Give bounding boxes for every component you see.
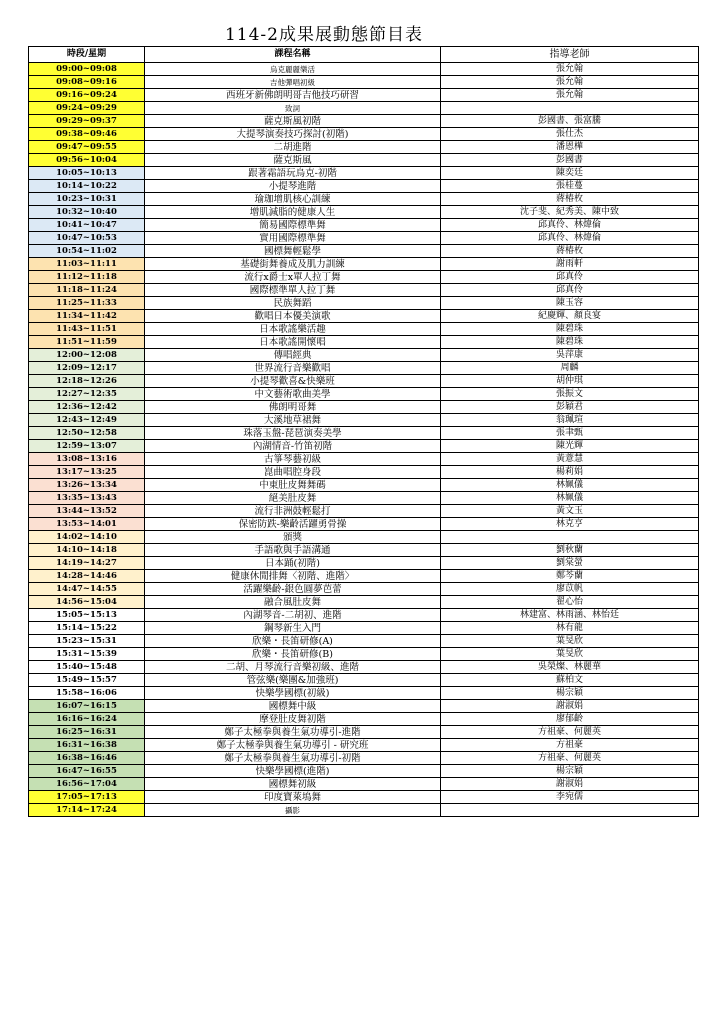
course-name-cell: 摩登肚皮舞初階 <box>145 713 441 726</box>
time-slot-cell: 16:07~16:15 <box>29 700 145 713</box>
teacher-cell: 張仕杰 <box>441 128 699 141</box>
teacher-cell: 紀慶輝、顏良宴 <box>441 310 699 323</box>
table-row <box>29 232 699 245</box>
course-name-cell: 中文藝術歌曲美學 <box>145 388 441 401</box>
time-slot-cell: 11:18~11:24 <box>29 284 145 297</box>
table-row <box>29 167 699 180</box>
table-row <box>29 310 699 323</box>
table-row <box>29 375 699 388</box>
course-name-cell: 大提琴演奏技巧探討(初階) <box>145 128 441 141</box>
table-row <box>29 180 699 193</box>
course-name-cell: 瑜珈增肌核心訓練 <box>145 193 441 206</box>
course-name-cell: 鄭子太極拳與養生氣功導引 - 研究班 <box>145 739 441 752</box>
time-slot-cell: 16:16~16:24 <box>29 713 145 726</box>
course-name-cell: 珠落玉盤-琵琶演奏美學 <box>145 427 441 440</box>
table-row <box>29 336 699 349</box>
table-row <box>29 271 699 284</box>
table-row <box>29 752 699 765</box>
table-row <box>29 778 699 791</box>
teacher-cell: 翟心怡 <box>441 596 699 609</box>
course-name-cell: 跟著霜語玩烏克-初階 <box>145 167 441 180</box>
teacher-cell: 邱真伶 <box>441 271 699 284</box>
teacher-cell: 方祖豪、何麗英 <box>441 752 699 765</box>
teacher-cell: 楊宗穎 <box>441 687 699 700</box>
time-slot-cell: 09:38~09:46 <box>29 128 145 141</box>
time-slot-cell: 09:29~09:37 <box>29 115 145 128</box>
course-name-cell: 流行非洲鼓輕鬆打 <box>145 505 441 518</box>
table-row <box>29 661 699 674</box>
time-slot-cell: 11:03~11:11 <box>29 258 145 271</box>
table-row <box>29 687 699 700</box>
course-name-cell: 中東肚皮舞舞碼 <box>145 479 441 492</box>
table-row <box>29 89 699 102</box>
time-slot-cell: 14:10~14:18 <box>29 544 145 557</box>
teacher-cell: 陳光輝 <box>441 440 699 453</box>
teacher-cell: 林有龍 <box>441 622 699 635</box>
course-name-cell: 流行x爵士x單人拉丁舞 <box>145 271 441 284</box>
teacher-cell: 吳榮燦、林麗華 <box>441 661 699 674</box>
time-slot-cell: 16:56~17:04 <box>29 778 145 791</box>
teacher-cell: 彭穎君 <box>441 401 699 414</box>
course-name-cell: 鋼琴新生入門 <box>145 622 441 635</box>
time-slot-cell: 16:25~16:31 <box>29 726 145 739</box>
course-name-cell: 絕美肚皮舞 <box>145 492 441 505</box>
table-row <box>29 154 699 167</box>
table-row <box>29 505 699 518</box>
teacher-cell <box>441 102 699 115</box>
table-row <box>29 206 699 219</box>
schedule-header <box>29 47 699 63</box>
table-row <box>29 531 699 544</box>
teacher-cell: 張允翰 <box>441 63 699 76</box>
time-slot-cell: 16:38~16:46 <box>29 752 145 765</box>
teacher-cell: 楊宗穎 <box>441 765 699 778</box>
time-slot-cell: 12:59~13:07 <box>29 440 145 453</box>
teacher-cell: 陳碧珠 <box>441 336 699 349</box>
table-row <box>29 583 699 596</box>
header-teacher: 指導老師 <box>441 47 699 63</box>
table-row <box>29 726 699 739</box>
course-name-cell: 傳唱經典 <box>145 349 441 362</box>
header-row <box>29 47 699 63</box>
time-slot-cell: 15:58~16:06 <box>29 687 145 700</box>
table-row <box>29 596 699 609</box>
time-slot-cell: 15:31~15:39 <box>29 648 145 661</box>
teacher-cell: 張允翰 <box>441 76 699 89</box>
teacher-cell: 劉棠螢 <box>441 557 699 570</box>
time-slot-cell: 10:54~11:02 <box>29 245 145 258</box>
teacher-cell: 林建富、林雨涵、林怡廷 <box>441 609 699 622</box>
table-row <box>29 544 699 557</box>
time-slot-cell: 13:08~13:16 <box>29 453 145 466</box>
time-slot-cell: 15:49~15:57 <box>29 674 145 687</box>
teacher-cell: 林姵儀 <box>441 479 699 492</box>
course-name-cell: 頒獎 <box>145 531 441 544</box>
course-name-cell: 民族舞蹈 <box>145 297 441 310</box>
table-row <box>29 297 699 310</box>
table-row <box>29 674 699 687</box>
table-row <box>29 466 699 479</box>
teacher-cell: 謝雨軒 <box>441 258 699 271</box>
course-name-cell: 二胡進階 <box>145 141 441 154</box>
course-name-cell: 簡易國際標準舞 <box>145 219 441 232</box>
course-name-cell: 印度寶萊塢舞 <box>145 791 441 804</box>
course-name-cell: 世界流行音樂歡唱 <box>145 362 441 375</box>
course-name-cell: 薩克斯風初階 <box>145 115 441 128</box>
time-slot-cell: 17:14~17:24 <box>29 804 145 817</box>
table-row <box>29 141 699 154</box>
course-name-cell: 欣樂・長笛研修(A) <box>145 635 441 648</box>
course-name-cell: 崑曲唱腔身段 <box>145 466 441 479</box>
teacher-cell: 陳玉容 <box>441 297 699 310</box>
table-row <box>29 219 699 232</box>
course-name-cell: 歡唱日本優美演歌 <box>145 310 441 323</box>
teacher-cell: 葉旻欣 <box>441 648 699 661</box>
course-name-cell: 基礎街舞養成及肌力訓練 <box>145 258 441 271</box>
course-name-cell: 保密防跌-樂齡活躍勇骨操 <box>145 518 441 531</box>
time-slot-cell: 11:51~11:59 <box>29 336 145 349</box>
teacher-cell: 周麟 <box>441 362 699 375</box>
teacher-cell: 張振文 <box>441 388 699 401</box>
schedule-table <box>28 46 699 817</box>
table-row <box>29 258 699 271</box>
course-name-cell: 小提琴歡喜&快樂班 <box>145 375 441 388</box>
course-name-cell: 手語歌與手語溝通 <box>145 544 441 557</box>
table-row <box>29 635 699 648</box>
table-row <box>29 245 699 258</box>
time-slot-cell: 16:31~16:38 <box>29 739 145 752</box>
teacher-cell: 黃薏慧 <box>441 453 699 466</box>
teacher-cell: 翁珮瑄 <box>441 414 699 427</box>
time-slot-cell: 12:36~12:42 <box>29 401 145 414</box>
schedule-body <box>29 63 699 817</box>
teacher-cell: 陳碧珠 <box>441 323 699 336</box>
table-row <box>29 791 699 804</box>
course-name-cell: 致詞 <box>145 102 441 115</box>
course-name-cell: 佛朗明哥舞 <box>145 401 441 414</box>
header-course: 課程名稱 <box>145 47 441 63</box>
course-name-cell: 管弦樂(樂團&加強班) <box>145 674 441 687</box>
time-slot-cell: 14:28~14:46 <box>29 570 145 583</box>
table-row <box>29 609 699 622</box>
teacher-cell: 葉旻欣 <box>441 635 699 648</box>
teacher-cell: 邱真伶、林煒倫 <box>441 219 699 232</box>
time-slot-cell: 09:24~09:29 <box>29 102 145 115</box>
table-row <box>29 492 699 505</box>
table-row <box>29 765 699 778</box>
time-slot-cell: 09:47~09:55 <box>29 141 145 154</box>
teacher-cell: 李宛儒 <box>441 791 699 804</box>
teacher-cell: 方祖豪、何麗英 <box>441 726 699 739</box>
course-name-cell: 欣樂・長笛研修(B) <box>145 648 441 661</box>
table-row <box>29 284 699 297</box>
teacher-cell <box>441 531 699 544</box>
document-title-text: 114-2成果展動態節目表 <box>224 25 423 45</box>
teacher-cell: 謝淑娟 <box>441 700 699 713</box>
table-row <box>29 648 699 661</box>
table-row <box>29 440 699 453</box>
time-slot-cell: 12:43~12:49 <box>29 414 145 427</box>
course-name-cell: 大溪地草裙舞 <box>145 414 441 427</box>
teacher-cell: 張桂蔓 <box>441 180 699 193</box>
teacher-cell: 蔣椿枚 <box>441 193 699 206</box>
course-name-cell: 融合風肚皮舞 <box>145 596 441 609</box>
time-slot-cell: 09:08~09:16 <box>29 76 145 89</box>
time-slot-cell: 10:32~10:40 <box>29 206 145 219</box>
course-name-cell: 快樂學國標(初級) <box>145 687 441 700</box>
course-name-cell: 鄭子太極拳與養生氣功導引-進階 <box>145 726 441 739</box>
table-row <box>29 63 699 76</box>
time-slot-cell: 14:02~14:10 <box>29 531 145 544</box>
table-row <box>29 453 699 466</box>
time-slot-cell: 13:17~13:25 <box>29 466 145 479</box>
teacher-cell: 潘恩樺 <box>441 141 699 154</box>
course-name-cell: 日本歌謠樂活趣 <box>145 323 441 336</box>
teacher-cell: 邱真伶、林煒倫 <box>441 232 699 245</box>
time-slot-cell: 12:50~12:58 <box>29 427 145 440</box>
header-time: 時段/星期 <box>29 47 145 63</box>
teacher-cell: 廖郁齡 <box>441 713 699 726</box>
table-row <box>29 570 699 583</box>
teacher-cell: 陳奕廷 <box>441 167 699 180</box>
time-slot-cell: 09:56~10:04 <box>29 154 145 167</box>
table-row <box>29 479 699 492</box>
time-slot-cell: 11:25~11:33 <box>29 297 145 310</box>
course-name-cell: 小提琴進階 <box>145 180 441 193</box>
teacher-cell: 蘇柏文 <box>441 674 699 687</box>
teacher-cell: 林克亨 <box>441 518 699 531</box>
teacher-cell: 楊莉娟 <box>441 466 699 479</box>
teacher-cell: 沈子斐、紀秀美、陳中致 <box>441 206 699 219</box>
teacher-cell: 林姵儀 <box>441 492 699 505</box>
time-slot-cell: 15:40~15:48 <box>29 661 145 674</box>
teacher-cell: 張聿甄 <box>441 427 699 440</box>
course-name-cell: 增肌減脂的健康人生 <box>145 206 441 219</box>
time-slot-cell: 15:05~15:13 <box>29 609 145 622</box>
teacher-cell: 劉秋蘭 <box>441 544 699 557</box>
course-name-cell: 內湖琴音-二胡初、進階 <box>145 609 441 622</box>
table-row <box>29 76 699 89</box>
course-name-cell: 西班牙新佛朗明哥吉他技巧研習 <box>145 89 441 102</box>
time-slot-cell: 11:12~11:18 <box>29 271 145 284</box>
table-row <box>29 414 699 427</box>
table-row <box>29 518 699 531</box>
time-slot-cell: 14:56~15:04 <box>29 596 145 609</box>
time-slot-cell: 15:14~15:22 <box>29 622 145 635</box>
time-slot-cell: 12:18~12:26 <box>29 375 145 388</box>
time-slot-cell: 11:34~11:42 <box>29 310 145 323</box>
table-row <box>29 102 699 115</box>
course-name-cell: 快樂學國標(進階) <box>145 765 441 778</box>
time-slot-cell: 12:27~12:35 <box>29 388 145 401</box>
table-row <box>29 115 699 128</box>
table-row <box>29 804 699 817</box>
time-slot-cell: 13:26~13:34 <box>29 479 145 492</box>
course-name-cell: 實用國際標準舞 <box>145 232 441 245</box>
teacher-cell <box>441 804 699 817</box>
time-slot-cell: 10:47~10:53 <box>29 232 145 245</box>
document-title <box>0 20 728 45</box>
table-row <box>29 128 699 141</box>
table-row <box>29 622 699 635</box>
course-name-cell: 二胡、月琴流行音樂初級、進階 <box>145 661 441 674</box>
time-slot-cell: 16:47~16:55 <box>29 765 145 778</box>
teacher-cell: 方祖豪 <box>441 739 699 752</box>
table-row <box>29 401 699 414</box>
time-slot-cell: 13:53~14:01 <box>29 518 145 531</box>
course-name-cell: 攝影 <box>145 804 441 817</box>
teacher-cell: 張允翰 <box>441 89 699 102</box>
teacher-cell: 廖苡帆 <box>441 583 699 596</box>
course-name-cell: 吉他彈唱初級 <box>145 76 441 89</box>
time-slot-cell: 10:41~10:47 <box>29 219 145 232</box>
course-name-cell: 健康休閒排舞〈初階、進階〉 <box>145 570 441 583</box>
time-slot-cell: 09:16~09:24 <box>29 89 145 102</box>
table-row <box>29 362 699 375</box>
course-name-cell: 日本踊(初階) <box>145 557 441 570</box>
time-slot-cell: 11:43~11:51 <box>29 323 145 336</box>
teacher-cell: 蔣椿枚 <box>441 245 699 258</box>
course-name-cell: 內湖情音-竹笛初階 <box>145 440 441 453</box>
course-name-cell: 鄭子太極拳與養生氣功導引-初階 <box>145 752 441 765</box>
teacher-cell: 彭國書、張富騰 <box>441 115 699 128</box>
time-slot-cell: 13:35~13:43 <box>29 492 145 505</box>
table-row <box>29 193 699 206</box>
course-name-cell: 烏克麗麗樂活 <box>145 63 441 76</box>
time-slot-cell: 12:09~12:17 <box>29 362 145 375</box>
teacher-cell: 彭國書 <box>441 154 699 167</box>
course-name-cell: 日本歌謠開懷唱 <box>145 336 441 349</box>
teacher-cell: 邱真伶 <box>441 284 699 297</box>
course-name-cell: 國標舞輕鬆學 <box>145 245 441 258</box>
time-slot-cell: 09:00~09:08 <box>29 63 145 76</box>
course-name-cell: 薩克斯風 <box>145 154 441 167</box>
time-slot-cell: 10:23~10:31 <box>29 193 145 206</box>
teacher-cell: 黃文玉 <box>441 505 699 518</box>
course-name-cell: 活躍樂齡-銀色圓夢芭蕾 <box>145 583 441 596</box>
course-name-cell: 國標舞初級 <box>145 778 441 791</box>
teacher-cell: 鄭芩蘭 <box>441 570 699 583</box>
table-row <box>29 739 699 752</box>
table-row <box>29 713 699 726</box>
table-row <box>29 388 699 401</box>
time-slot-cell: 10:05~10:13 <box>29 167 145 180</box>
teacher-cell: 謝淑娟 <box>441 778 699 791</box>
course-name-cell: 古箏琴藝初級 <box>145 453 441 466</box>
time-slot-cell: 17:05~17:13 <box>29 791 145 804</box>
table-row <box>29 427 699 440</box>
time-slot-cell: 12:00~12:08 <box>29 349 145 362</box>
table-row <box>29 700 699 713</box>
time-slot-cell: 13:44~13:52 <box>29 505 145 518</box>
course-name-cell: 國際標準單人拉丁舞 <box>145 284 441 297</box>
teacher-cell: 吳萍康 <box>441 349 699 362</box>
teacher-cell: 胡仲琪 <box>441 375 699 388</box>
time-slot-cell: 15:23~15:31 <box>29 635 145 648</box>
course-name-cell: 國標舞中級 <box>145 700 441 713</box>
time-slot-cell: 14:19~14:27 <box>29 557 145 570</box>
time-slot-cell: 14:47~14:55 <box>29 583 145 596</box>
table-row <box>29 557 699 570</box>
table-row <box>29 323 699 336</box>
table-row <box>29 349 699 362</box>
time-slot-cell: 10:14~10:22 <box>29 180 145 193</box>
